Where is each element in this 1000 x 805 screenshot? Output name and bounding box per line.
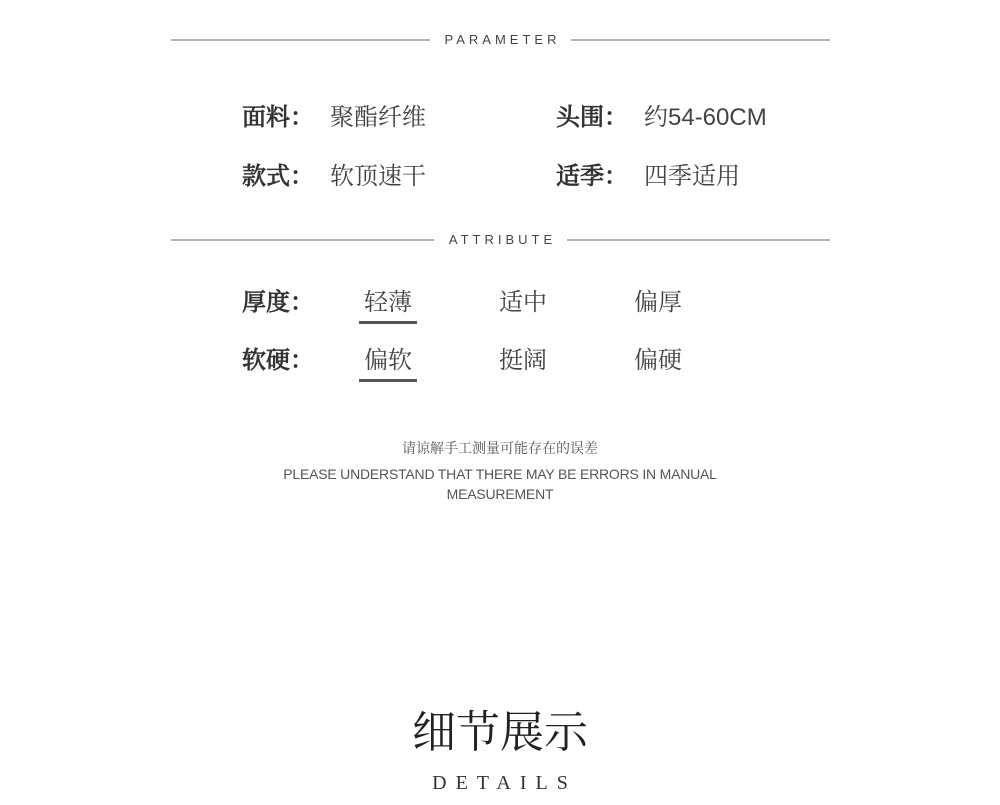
attribute-option: 挺阔 bbox=[499, 347, 547, 374]
param-label: 头围： bbox=[556, 104, 628, 131]
param-value: 软顶速干 bbox=[330, 163, 426, 190]
param-value: 聚酯纤维 bbox=[330, 104, 426, 131]
attribute-option: 轻薄 bbox=[359, 285, 417, 324]
param-season bbox=[556, 159, 856, 195]
parameter-divider bbox=[171, 30, 830, 50]
param-material bbox=[242, 100, 556, 136]
measurement-note-en bbox=[0, 464, 1000, 504]
attribute-label: 厚度： bbox=[242, 289, 314, 316]
param-value: 约54-60CM bbox=[644, 104, 767, 131]
attribute-option: 偏厚 bbox=[634, 289, 682, 316]
attribute-label: 软硬： bbox=[242, 347, 314, 374]
param-head-circumference bbox=[556, 100, 856, 136]
attribute-divider bbox=[171, 230, 830, 250]
attribute-row-softness bbox=[242, 343, 764, 401]
attribute-option: 适中 bbox=[499, 289, 547, 316]
attribute-list bbox=[242, 285, 764, 401]
measurement-note bbox=[0, 438, 1000, 504]
details-subtitle: DETAILS bbox=[432, 772, 577, 794]
param-label: 款式： bbox=[242, 163, 314, 190]
divider-line-left bbox=[171, 239, 434, 241]
measurement-note-en-line: PLEASE UNDERSTAND THAT THERE MAY BE ERRORS IN MANUAL bbox=[283, 466, 717, 482]
attribute-option: 偏软 bbox=[359, 343, 417, 382]
parameter-heading: PARAMETER bbox=[444, 32, 561, 47]
param-label: 适季： bbox=[556, 163, 628, 190]
divider-line-right bbox=[571, 39, 830, 41]
measurement-note-en-line: MEASUREMENT bbox=[446, 486, 554, 502]
parameter-grid bbox=[242, 100, 856, 195]
param-value: 四季适用 bbox=[644, 163, 740, 190]
attribute-row-thickness bbox=[242, 285, 764, 343]
attribute-heading: ATTRIBUTE bbox=[448, 232, 557, 247]
details-title: 细节展示 bbox=[412, 708, 588, 757]
attribute-option: 偏硬 bbox=[634, 347, 682, 374]
param-label: 面料： bbox=[242, 104, 314, 131]
param-style bbox=[242, 159, 556, 195]
divider-line-left bbox=[171, 39, 430, 41]
divider-line-right bbox=[567, 239, 830, 241]
measurement-note-zh: 请谅解手工测量可能存在的误差 bbox=[402, 440, 598, 456]
